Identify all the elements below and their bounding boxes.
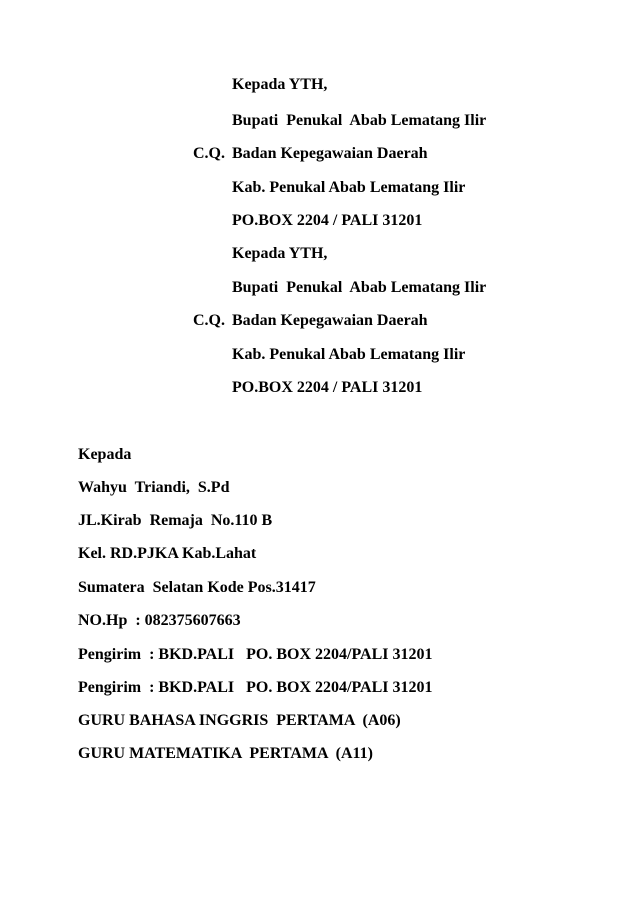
cq-office-1: Badan Kepegawaian Daerah [232,145,428,162]
pobox-1: PO.BOX 2204 / PALI 31201 [232,212,423,229]
sender-line-2: Pengirim : BKD.PALI PO. BOX 2204/PALI 31201 [78,679,433,696]
pobox-2: PO.BOX 2204 / PALI 31201 [232,379,423,396]
region-2: Kab. Penukal Abab Lematang Ilir [232,346,466,363]
recipient-name-2: Bupati Penukal Abab Lematang Ilir [232,279,487,296]
cq-label-1: C.Q. [193,145,225,162]
salutation-2: Kepada YTH, [232,245,328,262]
cq-office-2: Badan Kepegawaian Daerah [232,312,428,329]
province-postcode: Sumatera Selatan Kode Pos.31417 [78,579,316,596]
phone-number: NO.Hp : 082375607663 [78,612,241,629]
addressee-name: Wahyu Triandi, S.Pd [78,479,230,496]
salutation-1: Kepada YTH, [232,76,328,93]
recipient-name-1: Bupati Penukal Abab Lematang Ilir [232,112,487,129]
street-address: JL.Kirab Remaja No.110 B [78,512,273,529]
sender-line-1: Pengirim : BKD.PALI PO. BOX 2204/PALI 31201 [78,646,433,663]
position-math: GURU MATEMATIKA PERTAMA (A11) [78,745,373,762]
kelurahan: Kel. RD.PJKA Kab.Lahat [78,545,257,562]
kepada-label: Kepada [78,446,132,463]
position-english: GURU BAHASA INGGRIS PERTAMA (A06) [78,712,401,729]
cq-label-2: C.Q. [193,312,225,329]
region-1: Kab. Penukal Abab Lematang Ilir [232,179,466,196]
